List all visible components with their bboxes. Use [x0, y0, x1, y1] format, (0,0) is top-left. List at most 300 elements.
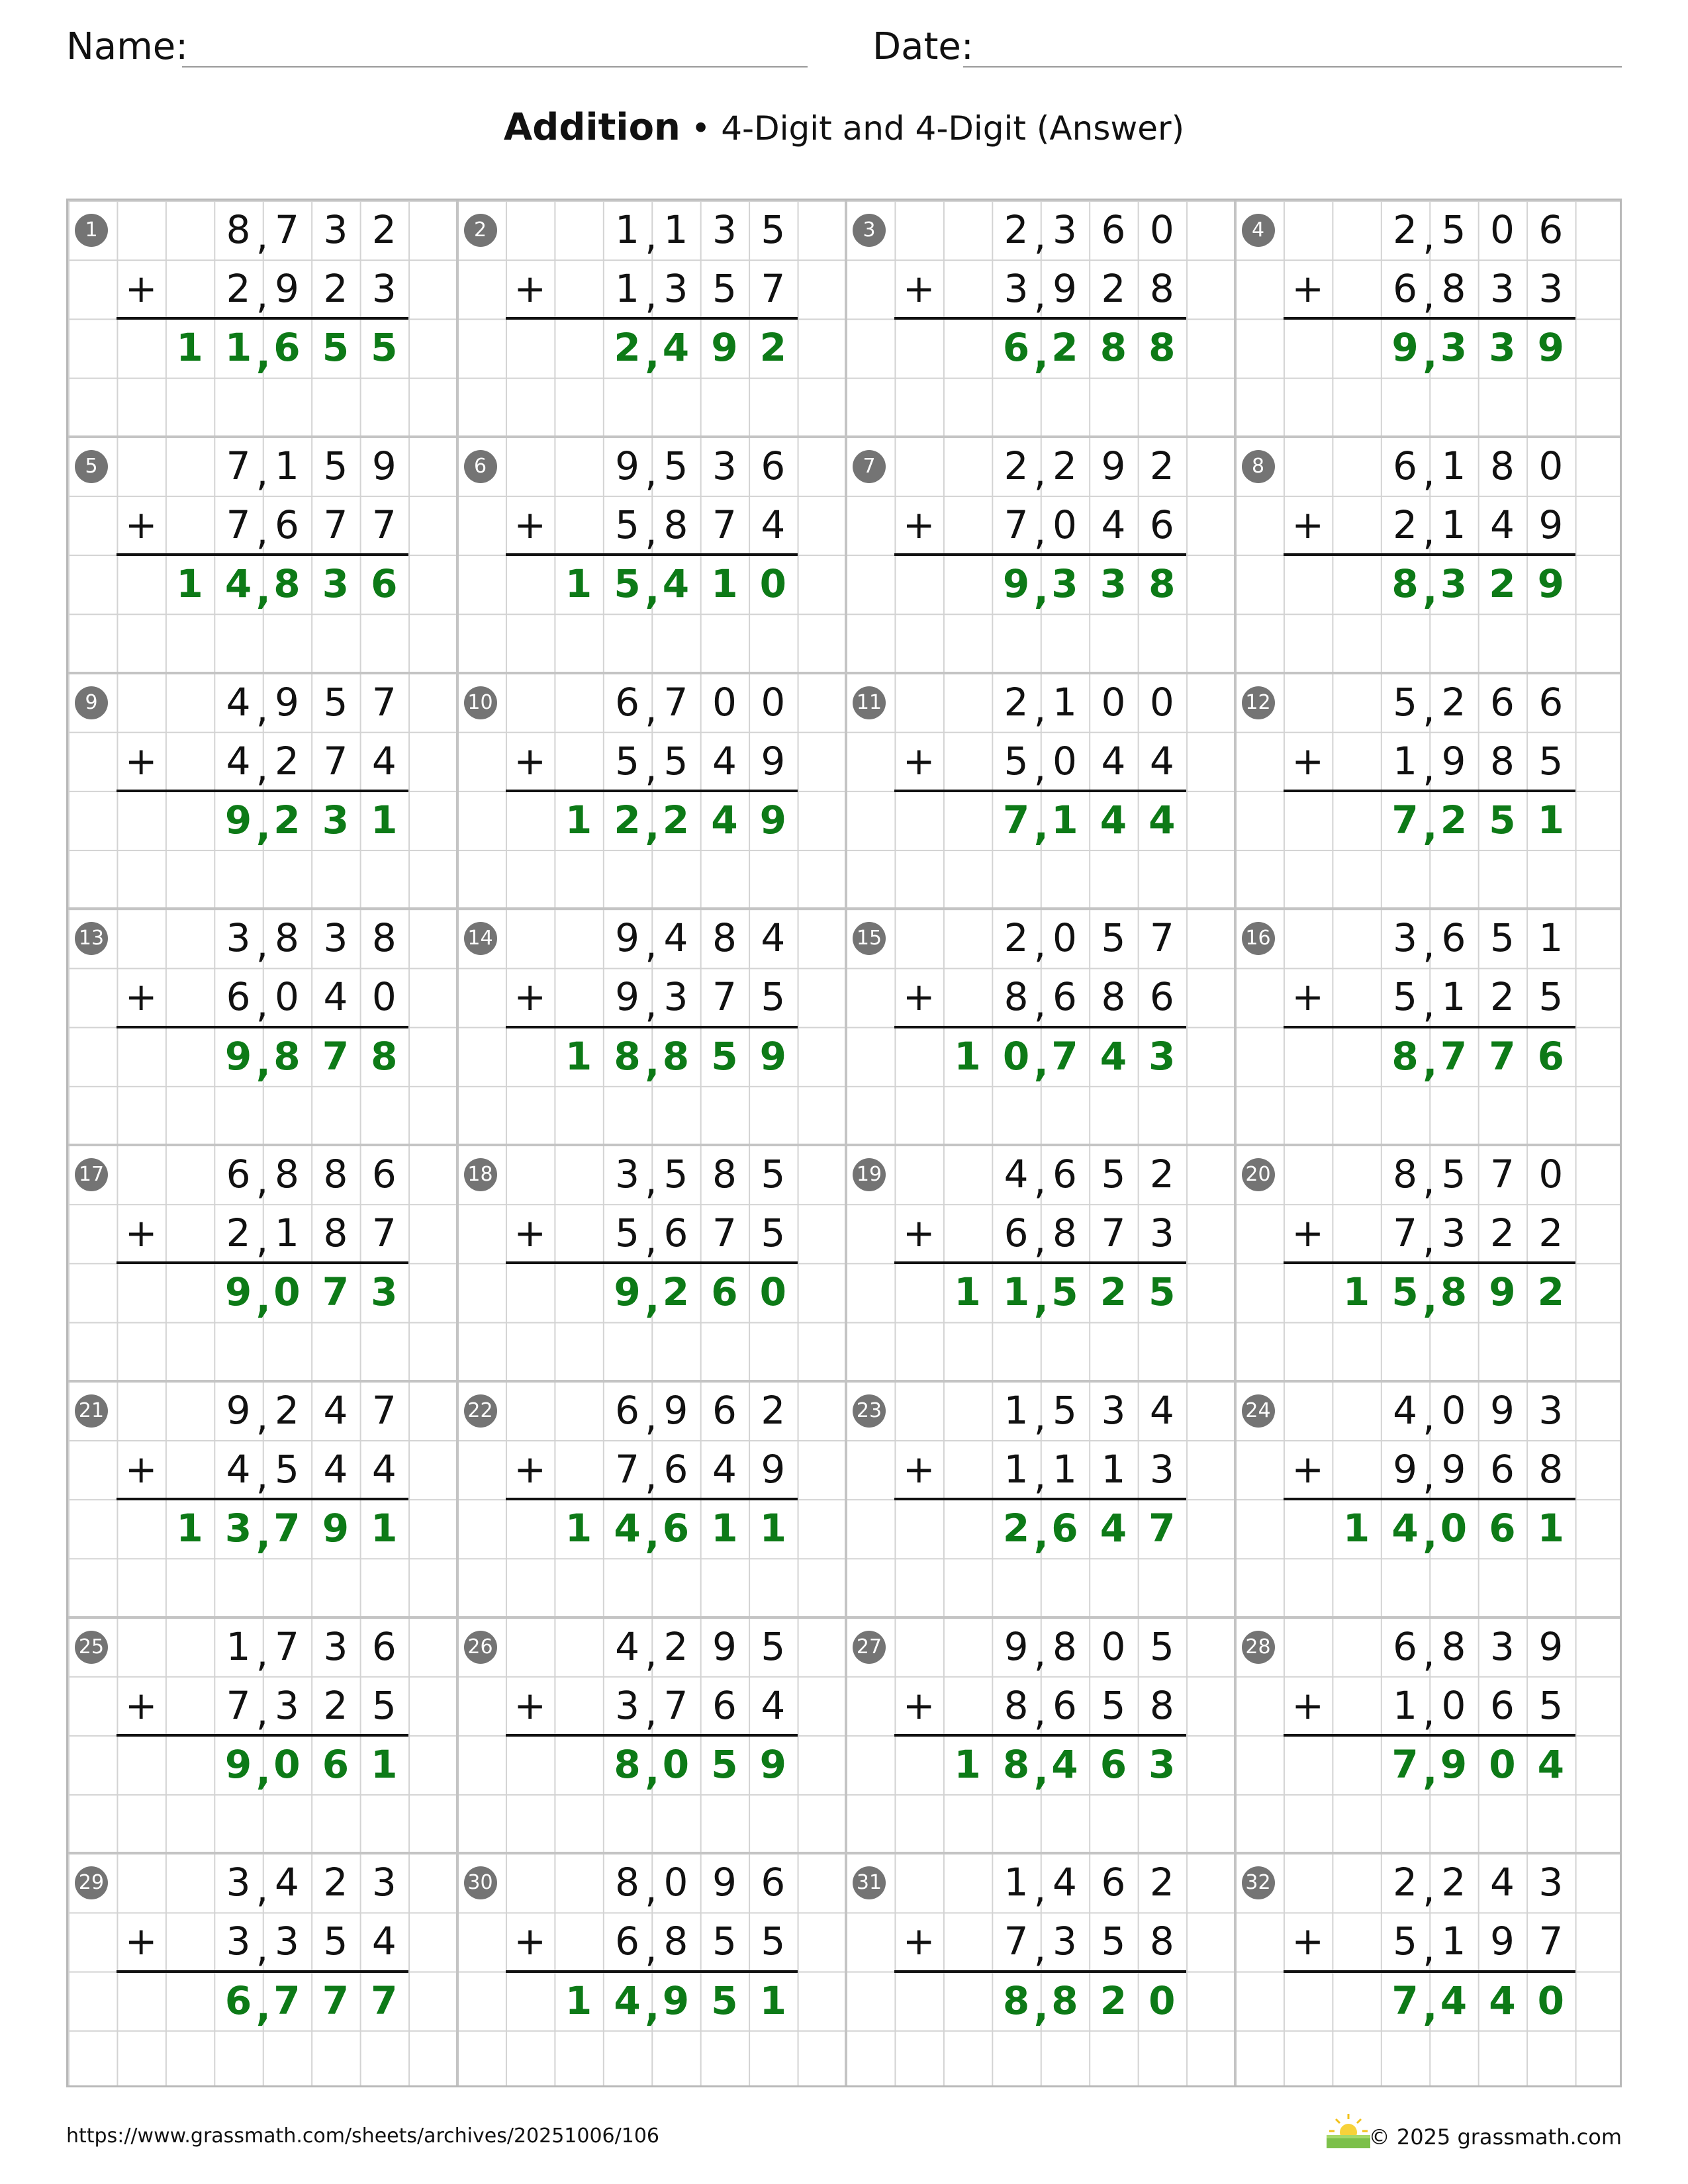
- problem-number-badge: 32: [1242, 1866, 1275, 1899]
- plus-sign: +: [1291, 738, 1324, 784]
- digit: 4: [275, 1860, 299, 1905]
- answer-digit: 8: [1051, 1978, 1078, 2023]
- digit: 6: [761, 1860, 786, 1905]
- digit: 9: [1489, 1919, 1515, 1964]
- answer-digit: 4: [1100, 797, 1127, 842]
- problem-18: [457, 1145, 847, 1381]
- problem-number-badge: 12: [1242, 686, 1275, 719]
- answer-digit: 2: [1051, 325, 1078, 371]
- problem-number-badge: 22: [464, 1394, 497, 1428]
- digit: 0: [1053, 738, 1077, 784]
- digit: 8: [712, 1152, 737, 1197]
- thousands-separator: ,: [645, 1217, 657, 1263]
- thousands-separator: ,: [256, 449, 269, 495]
- answer-digit: 1: [759, 1506, 787, 1551]
- digit: 5: [1101, 1682, 1126, 1728]
- top-addend: [68, 1145, 457, 1204]
- answer-digit: 1: [711, 1506, 738, 1551]
- answer-digit: 8: [614, 1741, 641, 1787]
- digit: 7: [1538, 1919, 1564, 1964]
- digit: 1: [1101, 1446, 1126, 1492]
- digit: 8: [1053, 1210, 1077, 1256]
- problem-9: [68, 673, 457, 909]
- digit: 9: [1489, 1387, 1515, 1433]
- thousands-separator: ,: [1033, 1276, 1049, 1322]
- digit: 4: [323, 1387, 348, 1433]
- answer-digit: 9: [1391, 325, 1419, 371]
- digit: 8: [275, 1152, 299, 1197]
- digit: 3: [1053, 1919, 1077, 1964]
- answer-digit: 9: [614, 1269, 641, 1315]
- thousands-separator: ,: [1423, 1453, 1435, 1499]
- thousands-separator: ,: [256, 332, 271, 377]
- digit: 1: [275, 443, 299, 488]
- digit: 5: [761, 1210, 786, 1256]
- digit: 6: [1393, 443, 1417, 488]
- thousands-separator: ,: [1423, 214, 1435, 259]
- thousands-separator: ,: [1423, 1984, 1438, 2030]
- thousands-separator: ,: [1033, 922, 1047, 968]
- top-addend: [68, 673, 457, 732]
- digit: 9: [1538, 502, 1564, 547]
- answer-digit: 7: [1051, 1033, 1078, 1079]
- thousands-separator: ,: [645, 922, 657, 968]
- top-addend: [846, 1853, 1235, 1912]
- digit: 9: [615, 915, 639, 961]
- answer-digit: 6: [371, 561, 398, 607]
- answer-digit: 1: [1537, 797, 1565, 842]
- problem-number-badge: 14: [464, 922, 497, 955]
- plus-sign: +: [902, 1682, 935, 1728]
- answer: [846, 791, 1235, 850]
- plus-sign: +: [1291, 502, 1324, 547]
- digit: 8: [1004, 1682, 1029, 1728]
- digit: 0: [1441, 1387, 1466, 1433]
- answer: [846, 1972, 1235, 2030]
- digit: 4: [761, 915, 786, 961]
- digit: 8: [1393, 1152, 1417, 1197]
- problem-22: [457, 1381, 847, 1617]
- bottom-addend: [457, 496, 847, 555]
- top-addend: [846, 201, 1235, 259]
- answer-digit: 1: [224, 325, 252, 371]
- problem-number-badge: 25: [75, 1631, 108, 1664]
- problem-5: [68, 437, 457, 673]
- answer-digit: 5: [711, 1033, 738, 1079]
- plus-sign: +: [514, 738, 546, 784]
- digit: 7: [1004, 502, 1029, 547]
- answer-digit: 4: [711, 797, 738, 842]
- plus-sign: +: [514, 1682, 546, 1728]
- digit: 4: [226, 1446, 251, 1492]
- digit: 6: [1489, 1446, 1515, 1492]
- thousands-separator: ,: [1033, 273, 1047, 318]
- bottom-addend: [68, 1440, 457, 1499]
- thousands-separator: ,: [1033, 449, 1047, 495]
- digit: 6: [1489, 679, 1515, 725]
- digit: 7: [275, 207, 299, 252]
- digit: 6: [712, 1682, 737, 1728]
- digit: 1: [275, 1210, 299, 1256]
- top-addend: [846, 1617, 1235, 1676]
- answer-digit: 3: [1149, 1741, 1176, 1787]
- digit: 1: [663, 207, 688, 252]
- thousands-separator: ,: [1423, 745, 1435, 790]
- problem-number-badge: 3: [853, 214, 886, 247]
- digit: 9: [712, 1623, 737, 1669]
- digit: 7: [371, 1210, 397, 1256]
- top-addend: [457, 673, 847, 732]
- problem-number-badge: 29: [75, 1866, 108, 1899]
- answer: [68, 318, 457, 377]
- answer-digit: 1: [1342, 1506, 1370, 1551]
- thousands-separator: ,: [256, 1925, 269, 1971]
- plus-sign: +: [902, 1210, 935, 1256]
- digit: 1: [615, 266, 639, 312]
- digit: 5: [712, 1919, 737, 1964]
- answer-digit: 9: [759, 1033, 787, 1079]
- answer-digit: 7: [322, 1978, 350, 2023]
- answer-digit: 4: [1051, 1741, 1078, 1787]
- answer-digit: 3: [371, 1269, 398, 1315]
- bottom-addend: [1235, 732, 1624, 791]
- bottom-addend: [846, 968, 1235, 1026]
- thousands-separator: ,: [256, 1630, 269, 1676]
- answer-digit: 6: [273, 325, 301, 371]
- plus-sign: +: [514, 1446, 546, 1492]
- digit: 5: [1101, 915, 1126, 961]
- digit: 5: [323, 1919, 348, 1964]
- top-addend: [68, 1853, 457, 1912]
- digit: 7: [275, 1623, 299, 1669]
- digit: 2: [1441, 679, 1466, 725]
- answer: [457, 555, 847, 614]
- digit: 2: [761, 1387, 786, 1433]
- footer-copyright: © 2025 grassmath.com: [1368, 2124, 1622, 2150]
- thousands-separator: ,: [1033, 1984, 1049, 2030]
- answer-digit: 8: [371, 1033, 398, 1079]
- digit: 8: [1053, 1623, 1077, 1669]
- answer-digit: 4: [224, 561, 252, 607]
- thousands-separator: ,: [645, 1866, 657, 1912]
- problem-30: [457, 1853, 847, 2089]
- digit: 4: [712, 1446, 737, 1492]
- plus-sign: +: [514, 974, 546, 1020]
- answer-digit: 6: [1537, 1033, 1565, 1079]
- problem-number-badge: 6: [464, 450, 497, 483]
- digit: 8: [1149, 266, 1174, 312]
- digit: 6: [1101, 1860, 1126, 1905]
- digit: 3: [371, 1860, 397, 1905]
- answer-digit: 3: [1051, 561, 1078, 607]
- problem-19: [846, 1145, 1235, 1381]
- answer-digit: 7: [1391, 797, 1419, 842]
- answer-digit: 9: [322, 1506, 350, 1551]
- digit: 4: [761, 502, 786, 547]
- bottom-addend: [1235, 1204, 1624, 1263]
- plus-sign: +: [124, 266, 158, 312]
- thousands-separator: ,: [1423, 804, 1438, 850]
- digit: 6: [663, 1446, 688, 1492]
- thousands-separator: ,: [645, 1453, 657, 1499]
- digit: 6: [1393, 266, 1417, 312]
- answer-digit: 6: [224, 1978, 252, 2023]
- digit: 5: [1149, 1623, 1174, 1669]
- digit: 8: [663, 1919, 688, 1964]
- answer-digit: 7: [1002, 797, 1030, 842]
- answer-digit: 2: [614, 797, 641, 842]
- problem-number-badge: 4: [1242, 214, 1275, 247]
- answer-digit: 4: [614, 1978, 641, 2023]
- answer-digit: 0: [759, 561, 787, 607]
- thousands-separator: ,: [1423, 1630, 1435, 1676]
- answer-digit: 8: [1002, 1741, 1030, 1787]
- top-addend: [1235, 673, 1624, 732]
- thousands-separator: ,: [1033, 1217, 1047, 1263]
- thousands-separator: ,: [645, 568, 660, 614]
- top-addend: [846, 673, 1235, 732]
- bottom-addend: [457, 1440, 847, 1499]
- digit: 5: [1441, 207, 1466, 252]
- answer-digit: 9: [1002, 561, 1030, 607]
- thousands-separator: ,: [1033, 1689, 1047, 1735]
- answer-digit: 8: [1149, 325, 1176, 371]
- thousands-separator: ,: [1033, 1040, 1049, 1085]
- problem-20: [1235, 1145, 1624, 1381]
- answer-digit: 5: [711, 1741, 738, 1787]
- problem-number-badge: 19: [853, 1158, 886, 1191]
- digit: 4: [1053, 1860, 1077, 1905]
- thousands-separator: ,: [256, 1984, 271, 2030]
- digit: 0: [761, 679, 786, 725]
- digit: 3: [712, 443, 737, 488]
- digit: 0: [1101, 679, 1126, 725]
- problem-14: [457, 909, 847, 1145]
- digit: 0: [1053, 502, 1077, 547]
- answer-digit: 1: [759, 1978, 787, 2023]
- digit: 3: [226, 1919, 251, 1964]
- top-addend: [1235, 201, 1624, 259]
- thousands-separator: ,: [645, 1158, 657, 1204]
- digit: 4: [371, 1919, 397, 1964]
- thousands-separator: ,: [1423, 1925, 1435, 1971]
- thousands-separator: ,: [1033, 332, 1049, 377]
- digit: 2: [371, 207, 397, 252]
- top-addend: [457, 1145, 847, 1204]
- bottom-addend: [68, 1676, 457, 1735]
- thousands-separator: ,: [256, 1453, 269, 1499]
- thousands-separator: ,: [1423, 449, 1435, 495]
- bottom-addend: [68, 1912, 457, 1971]
- plus-sign: +: [1291, 974, 1324, 1020]
- answer-digit: 7: [273, 1506, 301, 1551]
- problem-number-badge: 30: [464, 1866, 497, 1899]
- digit: 6: [371, 1152, 397, 1197]
- problem-number-badge: 1: [75, 214, 108, 247]
- digit: 4: [1004, 1152, 1029, 1197]
- digit: 9: [1538, 1623, 1564, 1669]
- thousands-separator: ,: [1423, 686, 1435, 731]
- thousands-separator: ,: [256, 922, 269, 968]
- digit: 6: [1393, 1623, 1417, 1669]
- thousands-separator: ,: [1423, 273, 1435, 318]
- problem-27: [846, 1617, 1235, 1854]
- answer: [846, 555, 1235, 614]
- thousands-separator: ,: [1423, 922, 1435, 968]
- answer-digit: 1: [565, 797, 592, 842]
- problem-26: [457, 1617, 847, 1854]
- thousands-separator: ,: [645, 1630, 657, 1676]
- thousands-separator: ,: [645, 449, 657, 495]
- digit: 5: [323, 679, 348, 725]
- top-addend: [1235, 909, 1624, 968]
- answer-digit: 1: [1537, 1506, 1565, 1551]
- footer-url: https://www.grassmath.com/sheets/archives/20251006/106: [66, 2124, 660, 2148]
- bottom-addend: [68, 259, 457, 318]
- digit: 3: [1538, 266, 1564, 312]
- digit: 3: [1538, 1860, 1564, 1905]
- thousands-separator: ,: [256, 568, 271, 614]
- digit: 2: [323, 1682, 348, 1728]
- worksheet-title: [0, 106, 1688, 149]
- digit: 7: [323, 502, 348, 547]
- digit: 7: [615, 1446, 639, 1492]
- problem-2: [457, 201, 847, 437]
- problem-21: [68, 1381, 457, 1617]
- answer-digit: 0: [1440, 1506, 1468, 1551]
- digit: 3: [1053, 207, 1077, 252]
- digit: 6: [1004, 1210, 1029, 1256]
- digit: 8: [275, 915, 299, 961]
- answer-digit: 8: [1391, 1033, 1419, 1079]
- digit: 3: [371, 266, 397, 312]
- answer: [457, 1735, 847, 1794]
- digit: 6: [663, 1210, 688, 1256]
- digit: 0: [1101, 1623, 1126, 1669]
- digit: 3: [275, 1919, 299, 1964]
- digit: 7: [1393, 1210, 1417, 1256]
- answer-digit: 9: [662, 1978, 690, 2023]
- digit: 0: [1441, 1682, 1466, 1728]
- answer: [457, 791, 847, 850]
- digit: 1: [1393, 1682, 1417, 1728]
- thousands-separator: ,: [256, 1749, 271, 1794]
- thousands-separator: ,: [645, 1749, 660, 1794]
- thousands-separator: ,: [256, 686, 269, 731]
- problem-number-badge: 15: [853, 922, 886, 955]
- answer-digit: 1: [565, 1978, 592, 2023]
- digit: 7: [761, 266, 786, 312]
- digit: 2: [1149, 443, 1174, 488]
- answer-digit: 2: [1100, 1269, 1127, 1315]
- top-addend: [1235, 1617, 1624, 1676]
- digit: 3: [1393, 915, 1417, 961]
- digit: 1: [1053, 1446, 1077, 1492]
- digit: 6: [1538, 679, 1564, 725]
- answer-digit: 9: [224, 1033, 252, 1079]
- date-label: Date:: [872, 25, 974, 68]
- answer-digit: 3: [1440, 325, 1468, 371]
- top-addend: [68, 1617, 457, 1676]
- digit: 2: [275, 738, 299, 784]
- plus-sign: +: [902, 266, 935, 312]
- answer-digit: 8: [662, 1033, 690, 1079]
- digit: 9: [1004, 1623, 1029, 1669]
- answer: [457, 1499, 847, 1558]
- answer-digit: 2: [614, 325, 641, 371]
- thousands-separator: ,: [1423, 332, 1438, 377]
- digit: 2: [1101, 266, 1126, 312]
- problem-1: [68, 201, 457, 437]
- thousands-separator: ,: [645, 686, 657, 731]
- answer-digit: 3: [1149, 1033, 1176, 1079]
- problem-number-badge: 27: [853, 1631, 886, 1664]
- digit: 3: [1441, 1210, 1466, 1256]
- bottom-addend: [846, 1204, 1235, 1263]
- thousands-separator: ,: [645, 804, 660, 850]
- digit: 9: [761, 738, 786, 784]
- answer-digit: 4: [662, 561, 690, 607]
- digit: 3: [1538, 1387, 1564, 1433]
- digit: 8: [1538, 1446, 1564, 1492]
- digit: 6: [226, 974, 251, 1020]
- top-addend: [457, 201, 847, 259]
- digit: 5: [1538, 1682, 1564, 1728]
- answer-digit: 4: [1537, 1741, 1565, 1787]
- top-addend: [1235, 1145, 1624, 1204]
- plus-sign: +: [124, 502, 158, 547]
- digit: 7: [712, 502, 737, 547]
- problem-16: [1235, 909, 1624, 1145]
- answer-digit: 7: [1489, 1033, 1516, 1079]
- thousands-separator: ,: [256, 273, 269, 318]
- answer-digit: 4: [1440, 1978, 1468, 2023]
- digit: 8: [615, 1860, 639, 1905]
- bottom-addend: [68, 968, 457, 1026]
- answer: [457, 1263, 847, 1322]
- problem-number-badge: 8: [1242, 450, 1275, 483]
- thousands-separator: ,: [256, 1217, 269, 1263]
- answer-digit: 2: [1100, 1978, 1127, 2023]
- digit: 0: [371, 974, 397, 1020]
- problem-number-badge: 17: [75, 1158, 108, 1191]
- digit: 7: [712, 974, 737, 1020]
- answer-digit: 0: [273, 1269, 301, 1315]
- top-addend: [846, 437, 1235, 496]
- answer-digit: 1: [565, 561, 592, 607]
- thousands-separator: ,: [645, 1512, 660, 1558]
- digit: 2: [1004, 915, 1029, 961]
- digit: 3: [615, 1682, 639, 1728]
- thousands-separator: ,: [645, 1689, 657, 1735]
- answer-digit: 3: [322, 797, 350, 842]
- top-addend: [68, 909, 457, 968]
- answer-digit: 9: [711, 325, 738, 371]
- bottom-addend: [1235, 259, 1624, 318]
- plus-sign: +: [902, 738, 935, 784]
- answer: [846, 1027, 1235, 1086]
- answer-digit: 1: [176, 1506, 203, 1551]
- digit: 1: [226, 1623, 251, 1669]
- digit: 2: [1393, 207, 1417, 252]
- plus-sign: +: [514, 1210, 546, 1256]
- answer-digit: 7: [322, 1269, 350, 1315]
- digit: 5: [1538, 974, 1564, 1020]
- answer-digit: 5: [1051, 1269, 1078, 1315]
- digit: 6: [1489, 1682, 1515, 1728]
- bottom-addend: [457, 732, 847, 791]
- answer: [68, 1735, 457, 1794]
